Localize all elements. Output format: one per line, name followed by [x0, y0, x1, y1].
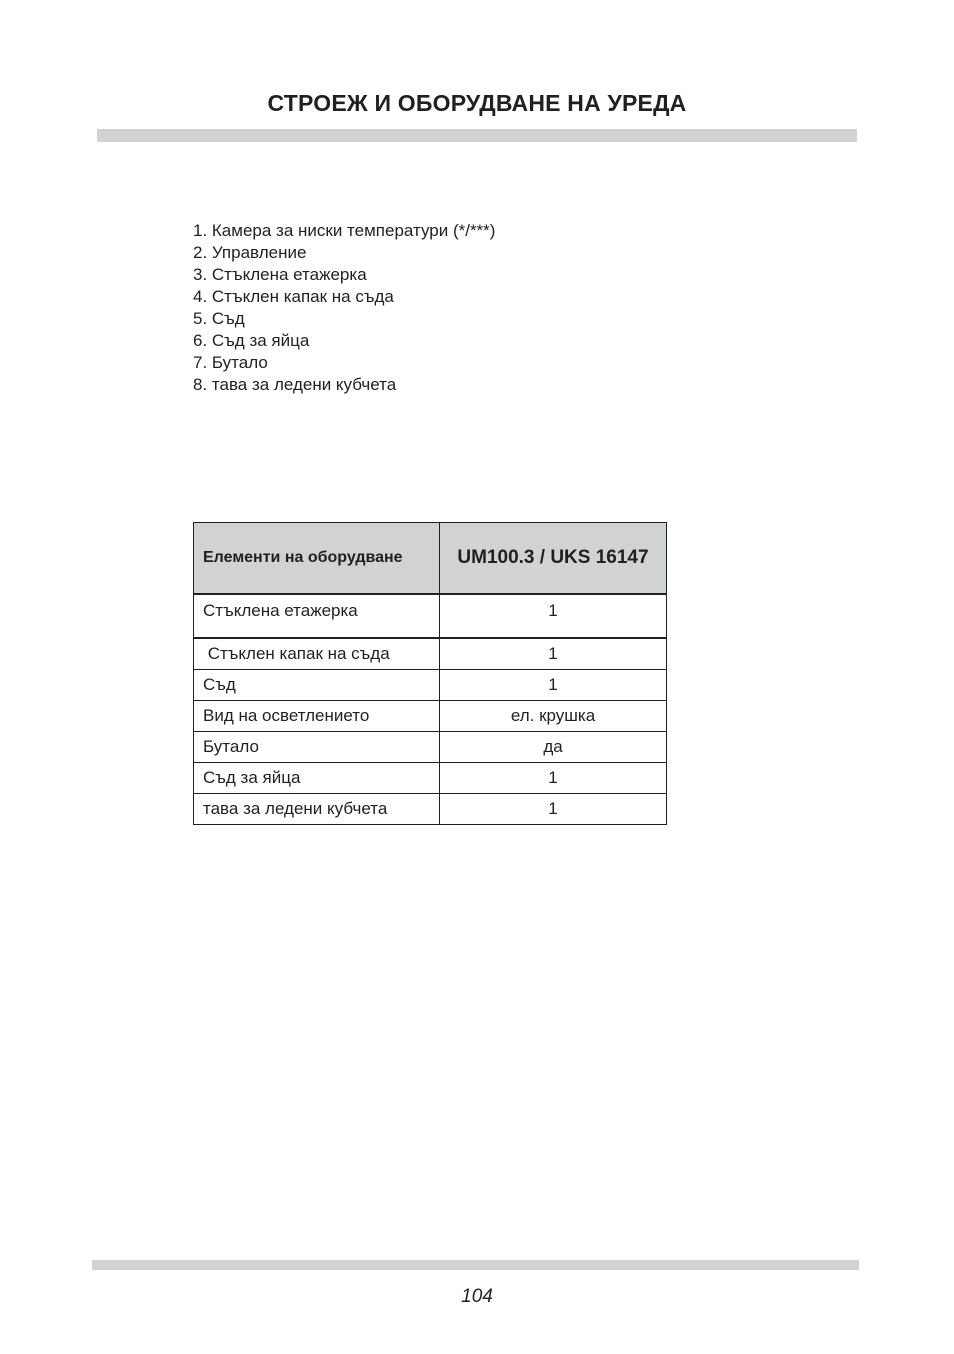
page-title: СТРОЕЖ И ОБОРУДВАНЕ НА УРЕДА — [267, 90, 687, 116]
table-cell-value: ел. крушка — [440, 701, 667, 732]
column-header-model: UM100.3 / UKS 16147 — [440, 523, 667, 595]
table-cell-item: Стъклена етажерка — [194, 594, 440, 638]
table-row — [194, 732, 667, 763]
page-number: 104 — [461, 1286, 493, 1307]
header-rule — [97, 129, 857, 142]
list-item: 3. Стъклена етажерка — [193, 265, 367, 284]
table-cell-value: 1 — [440, 794, 667, 825]
table-row — [194, 638, 667, 670]
table-cell-value: да — [440, 732, 667, 763]
table-row — [194, 594, 667, 638]
table-row — [194, 763, 667, 794]
list-item: 4. Стъклен капак на съда — [193, 287, 394, 306]
table-header-row — [194, 523, 667, 595]
table-cell-item: Стъклен капак на съда — [194, 638, 440, 670]
column-header-elements: Елементи на оборудване — [194, 523, 440, 595]
table-cell-item: Съд — [194, 670, 440, 701]
table-cell-value: 1 — [440, 670, 667, 701]
table-cell-item: тава за ледени кубчета — [194, 794, 440, 825]
list-item: 6. Съд за яйца — [193, 331, 310, 350]
table-cell-value: 1 — [440, 763, 667, 794]
table-cell-item: Бутало — [194, 732, 440, 763]
table-cell-item: Съд за яйца — [194, 763, 440, 794]
footer-rule — [92, 1260, 859, 1270]
table-row — [194, 794, 667, 825]
list-item: 8. тава за ледени кубчета — [193, 375, 397, 394]
table-cell-value: 1 — [440, 638, 667, 670]
list-item: 1. Камера за ниски температури (*/***) — [193, 221, 496, 240]
list-item: 2. Управление — [193, 243, 307, 262]
list-item: 5. Съд — [193, 309, 245, 328]
list-item: 7. Бутало — [193, 353, 268, 372]
table-row — [194, 670, 667, 701]
table-row — [194, 701, 667, 732]
table-cell-value: 1 — [440, 594, 667, 638]
parts-list — [193, 220, 495, 396]
equipment-table — [193, 522, 667, 825]
table-cell-item: Вид на осветлението — [194, 701, 440, 732]
